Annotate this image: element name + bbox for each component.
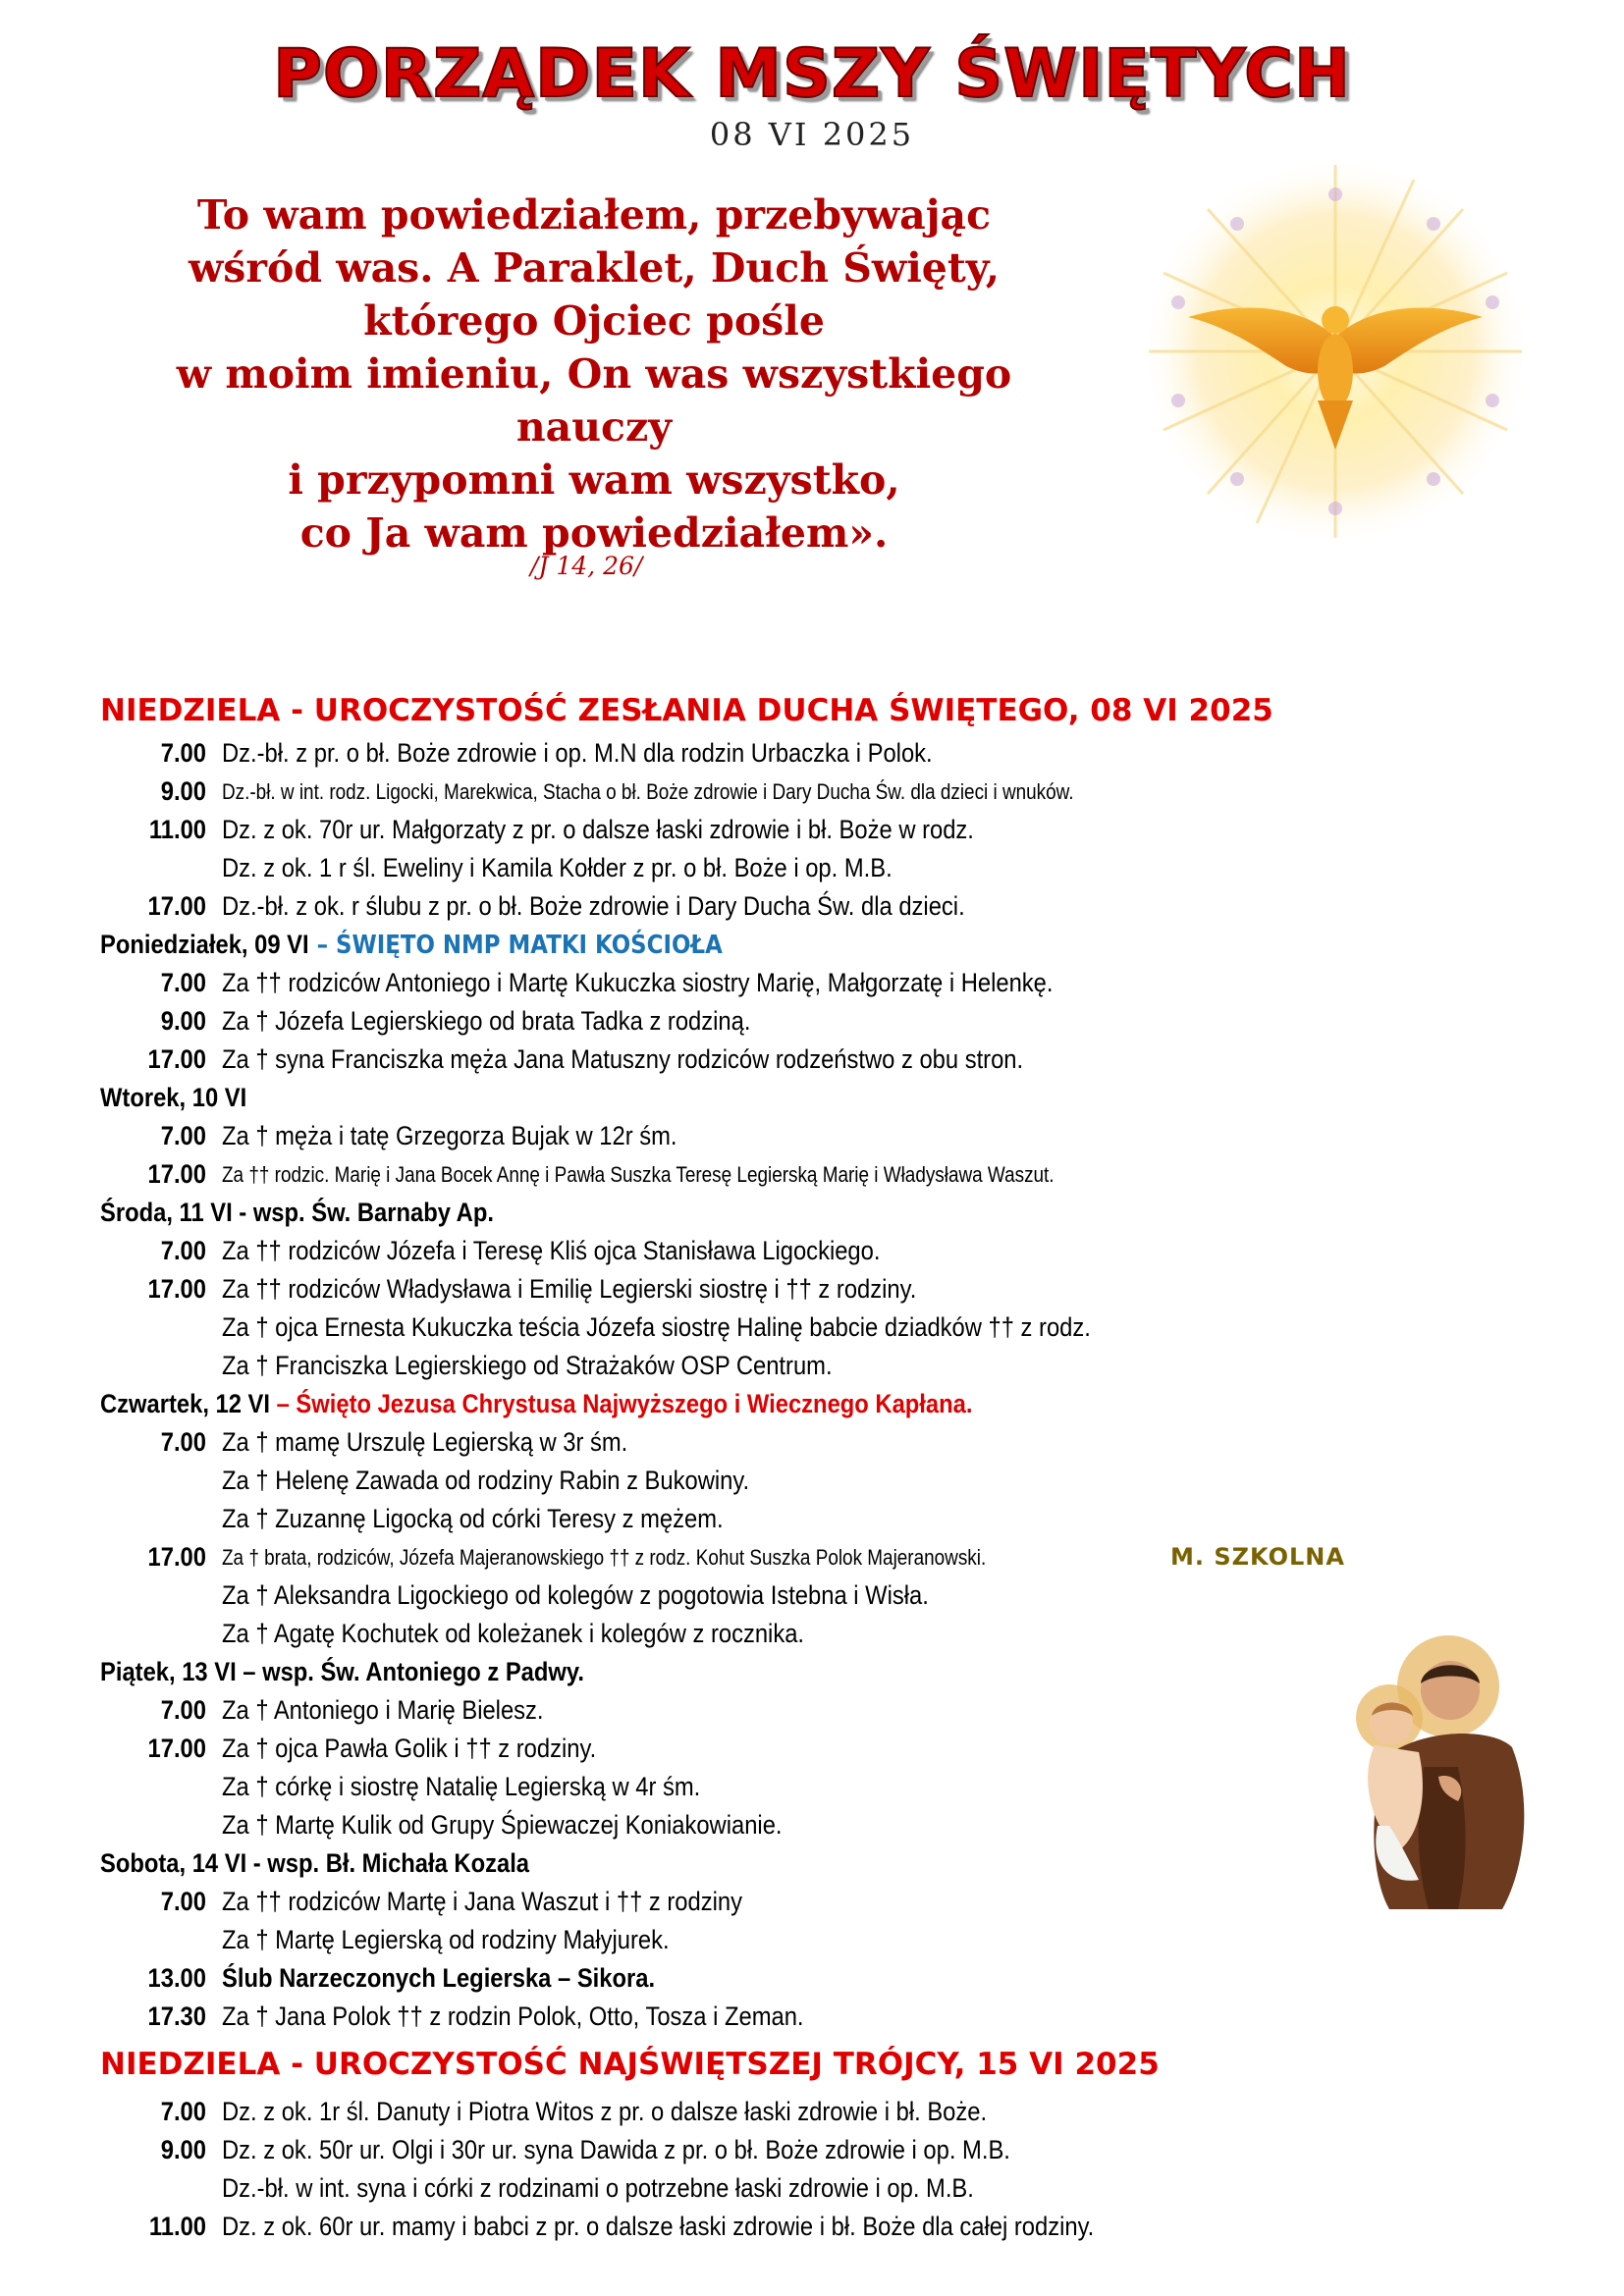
sunday-header: NIEDZIELA - UROCZYSTOŚĆ ZESŁANIA DUCHA ŚWIĘTEGO, 08 VI 2025 <box>100 693 1273 728</box>
mass-intention: Za † Aleksandra Ligockiego od kolegów z pogotowia Istebna i Wisła. <box>222 1580 929 1610</box>
mass-intention: Za †† rodziców Antoniego i Martę Kukuczka siostry Marię, Małgorzatę i Helenkę. <box>222 968 1054 997</box>
mass-entry <box>100 1041 1534 1079</box>
mass-intention: Dz.-bł. z ok. r ślubu z pr. o bł. Boże zdrowie i Dary Ducha Św. dla dzieci. <box>222 891 965 921</box>
mass-intention: Za † Agatę Kochutek od koleżanek i kolegów z rocznika. <box>222 1619 805 1648</box>
mass-entry <box>100 811 1534 849</box>
mass-time: 7.00 <box>160 968 206 997</box>
mass-time: 17.00 <box>147 1274 206 1304</box>
mass-time: 9.00 <box>160 776 206 806</box>
mass-entry <box>100 964 1534 1002</box>
mass-intention: Dz. z ok. 1 r śl. Eweliny i Kamila Kołder z pr. o bł. Boże i op. M.B. <box>222 853 893 882</box>
mass-intention: Dz. z ok. 60r ur. mamy i babci z pr. o dalsze łaski zdrowie i bł. Boże dla całej rodziny. <box>222 2212 1095 2241</box>
mass-intention: Za †† rodziców Józefa i Teresę Kliś ojca Stanisława Ligockiego. <box>222 1236 881 1265</box>
mass-entry <box>100 1576 1534 1615</box>
mass-time: 7.00 <box>160 1236 206 1265</box>
mass-intention: Za † Martę Legierską od rodziny Małyjurek. <box>222 1925 670 1954</box>
day-header-tuesday <box>100 1079 1362 1117</box>
mass-time: 9.00 <box>160 1006 206 1036</box>
mass-entry <box>100 2169 1534 2208</box>
mass-time: 11.00 <box>148 815 206 844</box>
mass-entry <box>100 1615 1534 1653</box>
mass-entry <box>100 1806 1534 1844</box>
mass-entry <box>100 1462 1534 1500</box>
mass-time: 17.00 <box>147 1044 206 1074</box>
mass-intention: Za †† rodzic. Marię i Jana Bocek Annę i Pawła Suszka Teresę Legierską Marię i Władysława Waszut. <box>222 1162 1055 1187</box>
mass-intention: Za † Martę Kulik od Grupy Śpiewaczej Koniakowianie. <box>222 1810 783 1840</box>
mass-intention: Za † męża i tatę Grzegorza Bujak w 12r śm. <box>222 1121 677 1150</box>
mass-intention: Dz.-bł. z pr. o bł. Boże zdrowie i op. M.N dla rodzin Urbaczka i Polok. <box>222 738 933 768</box>
mass-intention: Dz. z ok. 1r śl. Danuty i Piotra Witos z pr. o dalsze łaski zdrowie i bł. Boże. <box>222 2097 988 2126</box>
mass-intention: Za † Józefa Legierskiego od brata Tadka z rodziną. <box>222 1006 751 1036</box>
mass-time: 17.00 <box>147 891 206 921</box>
mass-intention: Za † syna Franciszka męża Jana Matuszny rodziców rodzeństwo z obu stron. <box>222 1044 1024 1074</box>
quote-line: co Ja wam powiedziałem». <box>299 509 889 557</box>
quote-line: i przypomni wam wszystko, <box>288 456 900 504</box>
sunday-header: NIEDZIELA - UROCZYSTOŚĆ NAJŚWIĘTSZEJ TRÓJCY, 15 VI 2025 <box>100 2047 1160 2082</box>
day-label: Czwartek, 12 VI <box>100 1389 271 1418</box>
mass-entry <box>100 1730 1534 1768</box>
mass-intention: Za † mamę Urszulę Legierską w 3r śm. <box>222 1427 628 1457</box>
mass-intention: Ślub Narzeczonych Legierska – Sikora. <box>222 1963 656 1993</box>
mass-entry <box>100 1768 1534 1806</box>
mass-time: 7.00 <box>160 1695 206 1725</box>
mass-entry <box>100 1423 1534 1462</box>
mass-time: 17.30 <box>147 2002 206 2031</box>
mass-entry <box>100 773 1534 811</box>
mass-entry <box>100 1308 1534 1347</box>
mass-intention: Za † Antoniego i Marię Bielesz. <box>222 1695 544 1725</box>
mass-entry <box>100 1155 1534 1194</box>
day-header-thursday <box>100 1385 1362 1423</box>
quote-line: którego Ojciec pośle <box>363 297 825 345</box>
mass-intention: Za † ojca Ernesta Kukuczka teścia Józefa siostrę Halinę babcie dziadków †† z rodz. <box>222 1312 1091 1342</box>
mass-intention: Za † Franciszka Legierskiego od Strażaków OSP Centrum. <box>222 1351 833 1380</box>
mass-entry <box>100 1691 1534 1730</box>
mass-intention: Za † córkę i siostrę Natalię Legierską w 4r śm. <box>222 1772 701 1801</box>
mass-entry <box>100 734 1534 773</box>
mass-intention: Za † ojca Pawła Golik i †† z rodziny. <box>222 1734 597 1763</box>
mass-intention: Za † Jana Polok †† z rodzin Polok, Otto, Tosza i Zeman. <box>222 2002 804 2031</box>
mass-intention: Za †† rodziców Władysława i Emilię Legierski siostrę i †† z rodziny. <box>222 1274 917 1304</box>
scripture-quote <box>88 188 1100 560</box>
mass-time: 9.00 <box>160 2135 206 2164</box>
mass-entry <box>100 1270 1534 1308</box>
day-header-saturday <box>100 1844 1362 1883</box>
mass-entry <box>100 2208 1534 2246</box>
day-header-monday <box>100 926 1362 964</box>
feast-label: – ŚWIĘTO NMP MATKI KOŚCIOŁA <box>308 931 723 960</box>
mass-entry <box>100 2131 1534 2169</box>
mass-entry <box>100 1002 1534 1041</box>
mass-time: 17.00 <box>147 1734 206 1763</box>
mass-entry <box>100 887 1534 926</box>
mass-entry <box>100 1232 1534 1270</box>
mass-schedule <box>100 687 1534 2246</box>
day-label: Środa, 11 VI - wsp. Św. Barnaby Ap. <box>100 1198 494 1227</box>
page-title: PORZĄDEK MSZY ŚWIĘTYCH <box>273 35 1351 113</box>
mass-intention: Dz. z ok. 70r ur. Małgorzaty z pr. o dalsze łaski zdrowie i bł. Boże w rodz. <box>222 815 974 844</box>
day-label: Piątek, 13 VI – wsp. Św. Antoniego z Padwy. <box>100 1657 584 1686</box>
day-label: Wtorek, 10 VI <box>100 1083 247 1112</box>
quote-line: nauczy <box>515 403 673 451</box>
mass-intention: Za † Zuzannę Ligocką od córki Teresy z mężem. <box>222 1504 724 1533</box>
mass-intention: Dz.-bł. w int. rodz. Ligocki, Marekwica, Stacha o bł. Boże zdrowie i Dary Ducha Św. dla dzieci i wnuków. <box>222 779 1074 804</box>
quote-line: w moim imieniu, On was wszystkiego <box>176 350 1012 398</box>
mass-time: 17.00 <box>147 1542 206 1572</box>
mass-entry <box>100 1921 1534 1959</box>
mass-entry <box>100 849 1534 887</box>
feast-label: – Święto Jezusa Chrystusa Najwyższego i Wiecznego Kapłana. <box>270 1389 973 1418</box>
page-date: 08 VI 2025 <box>709 116 915 153</box>
mass-entry <box>100 1117 1534 1155</box>
mass-entry <box>100 1538 1534 1576</box>
day-label: Poniedziałek, 09 VI <box>100 930 309 959</box>
quote-line: To wam powiedziałem, przebywając <box>196 191 992 239</box>
mass-intention: Za † Helenę Zawada od rodziny Rabin z Bukowiny. <box>222 1466 750 1495</box>
day-label: Sobota, 14 VI - wsp. Bł. Michała Kozala <box>100 1848 530 1878</box>
mass-time: 7.00 <box>160 1427 206 1457</box>
mass-intention: Dz.-bł. w int. syna i córki z rodzinami o potrzebne łaski zdrowie i op. M.B. <box>222 2173 974 2203</box>
day-header-wednesday <box>100 1194 1362 1232</box>
mass-entry <box>100 2093 1534 2131</box>
mass-entry <box>100 1347 1534 1385</box>
day-header-friday <box>100 1653 1362 1691</box>
mass-time: 7.00 <box>160 2097 206 2126</box>
school-mass-note: M. SZKOLNA <box>1170 1543 1345 1571</box>
quote-line: wśród was. A Paraklet, Duch Święty, <box>189 244 1000 292</box>
quote-reference: /J 14, 26/ <box>530 552 643 580</box>
mass-entry <box>100 1959 1534 1998</box>
mass-time: 13.00 <box>147 1963 206 1993</box>
mass-entry <box>100 1998 1534 2036</box>
mass-time: 7.00 <box>160 1121 206 1150</box>
holy-spirit-dove-icon <box>1129 155 1542 548</box>
mass-time: 7.00 <box>160 738 206 768</box>
mass-intention: Za †† rodziców Martę i Jana Waszut i †† z rodziny <box>222 1887 742 1916</box>
mass-time: 17.00 <box>147 1159 206 1189</box>
mass-intention: Za † brata, rodziców, Józefa Majeranowskiego †† z rodz. Kohut Suszka Polok Majeranowski. <box>222 1545 987 1570</box>
mass-entry <box>100 1883 1534 1921</box>
mass-time: 11.00 <box>148 2212 206 2241</box>
mass-entry <box>100 1500 1534 1538</box>
mass-time: 7.00 <box>160 1887 206 1916</box>
mass-intention: Dz. z ok. 50r ur. Olgi i 30r ur. syna Dawida z pr. o bł. Boże zdrowie i op. M.B. <box>222 2135 1010 2164</box>
